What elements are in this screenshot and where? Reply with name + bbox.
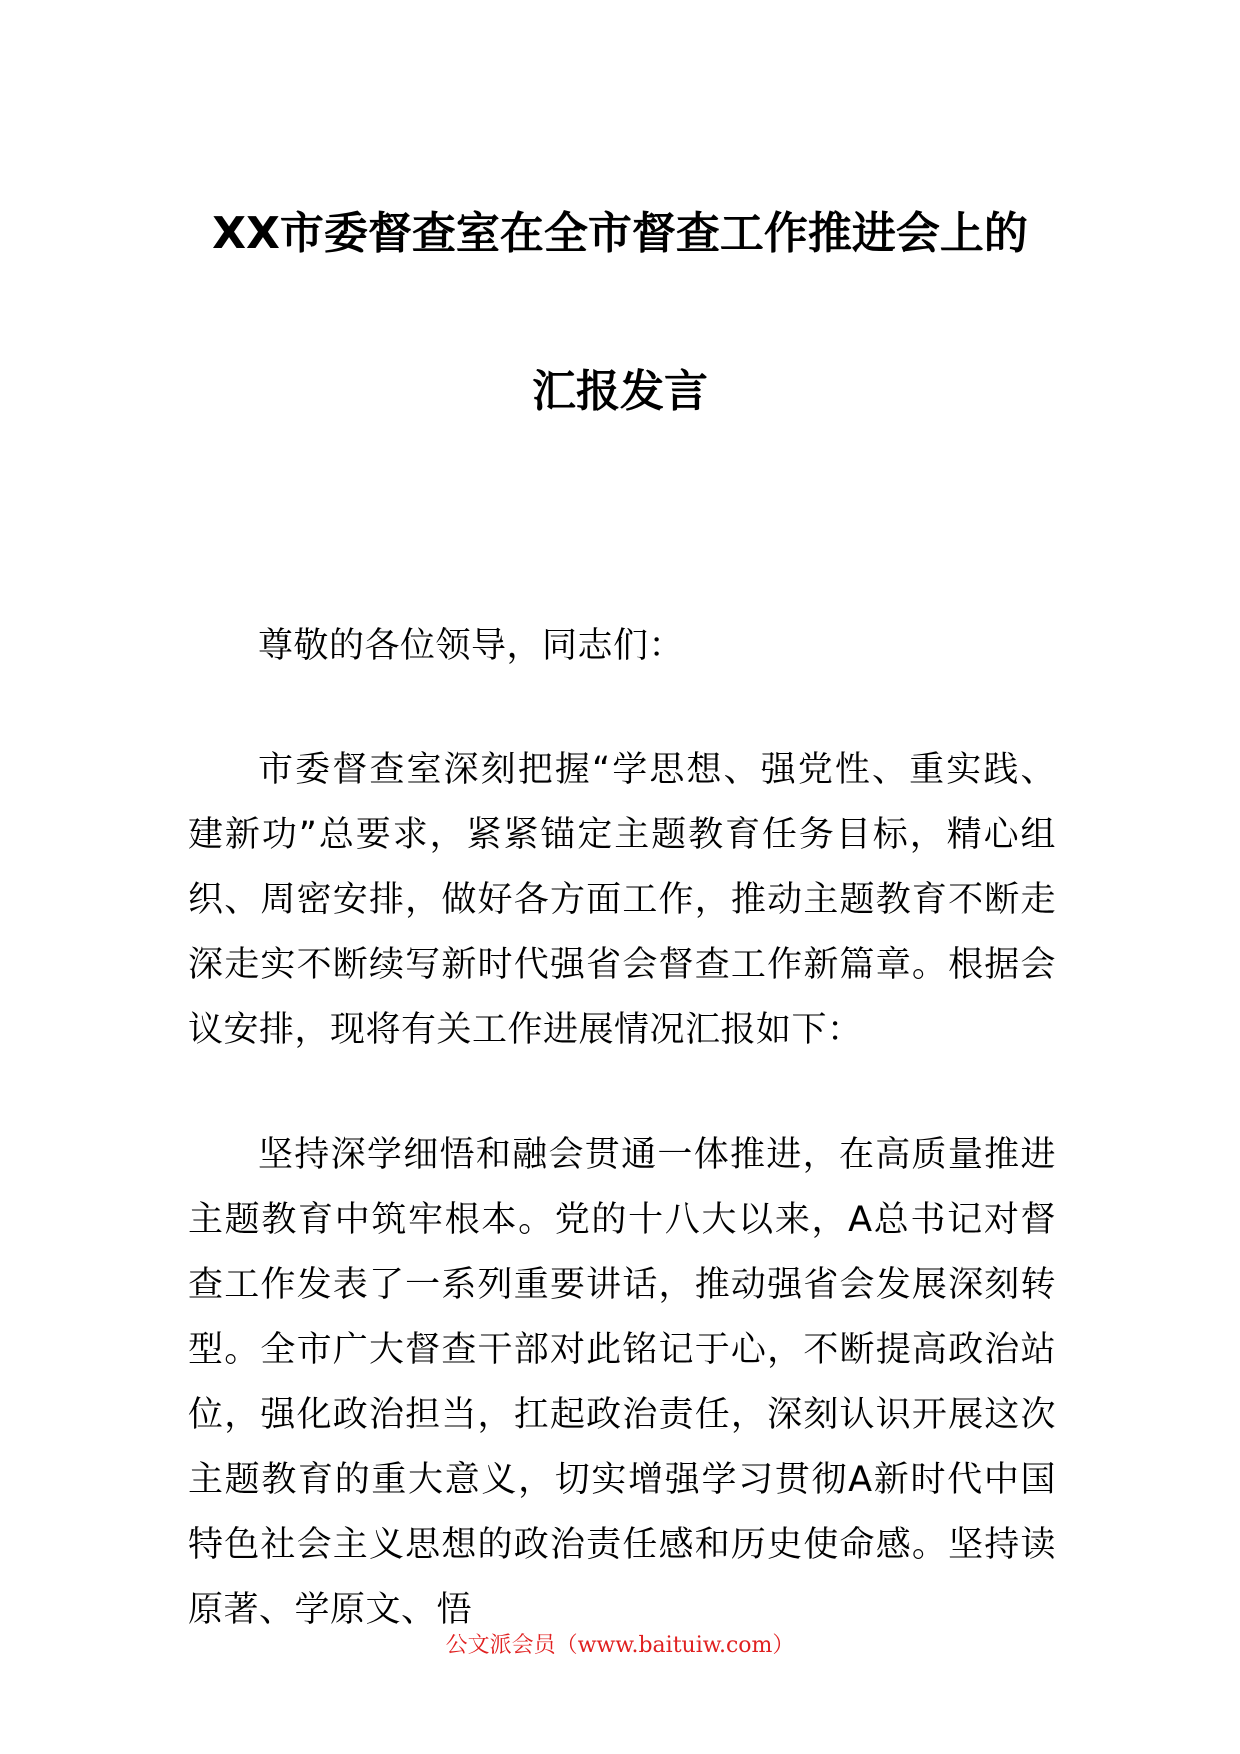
- paragraph-1-text: 市委督查室深刻把握“学思想、强党性、重实践、建新功”总要求，紧紧锚定主题教育任务目标，精心组织、周密安排，做好各方面工作，推动主题教育不断走深走实不断续写新时代强省会督查工作新篇章。根据会议安排，现将有关工作进展情况汇报如下：: [188, 750, 1056, 1050]
- salutation-text: 尊敬的各位领导，同志们：: [258, 626, 685, 666]
- paragraph-2-text: 坚持深学细悟和融会贯通一体推进，在高质量推进主题教育中筑牢根本。党的十八大以来，A总书记对督查工作发表了一系列重要讲话，推动强省会发展深刻转型。全市广大督查干部对此铭记于心，不断提高政治站位，强化政治担当，扛起政治责任，深刻认识开展这次主题教育的重大意义，切实增强学习贯彻A新时代中国特色社会主义思想的政治责任感和历史使命感。坚持读原著、学原文、悟: [188, 1135, 1056, 1630]
- salutation: [188, 614, 1056, 679]
- document-title-line-1: XX市委督查室在全市督查工作推进会上的: [212, 208, 1028, 259]
- paragraph-1: [188, 738, 1056, 1063]
- paragraph-2: [188, 1123, 1056, 1643]
- footer-watermark: 公文派会员（www.baituiw.com）: [445, 1633, 795, 1658]
- document-title-line-2: 汇报发言: [532, 366, 708, 417]
